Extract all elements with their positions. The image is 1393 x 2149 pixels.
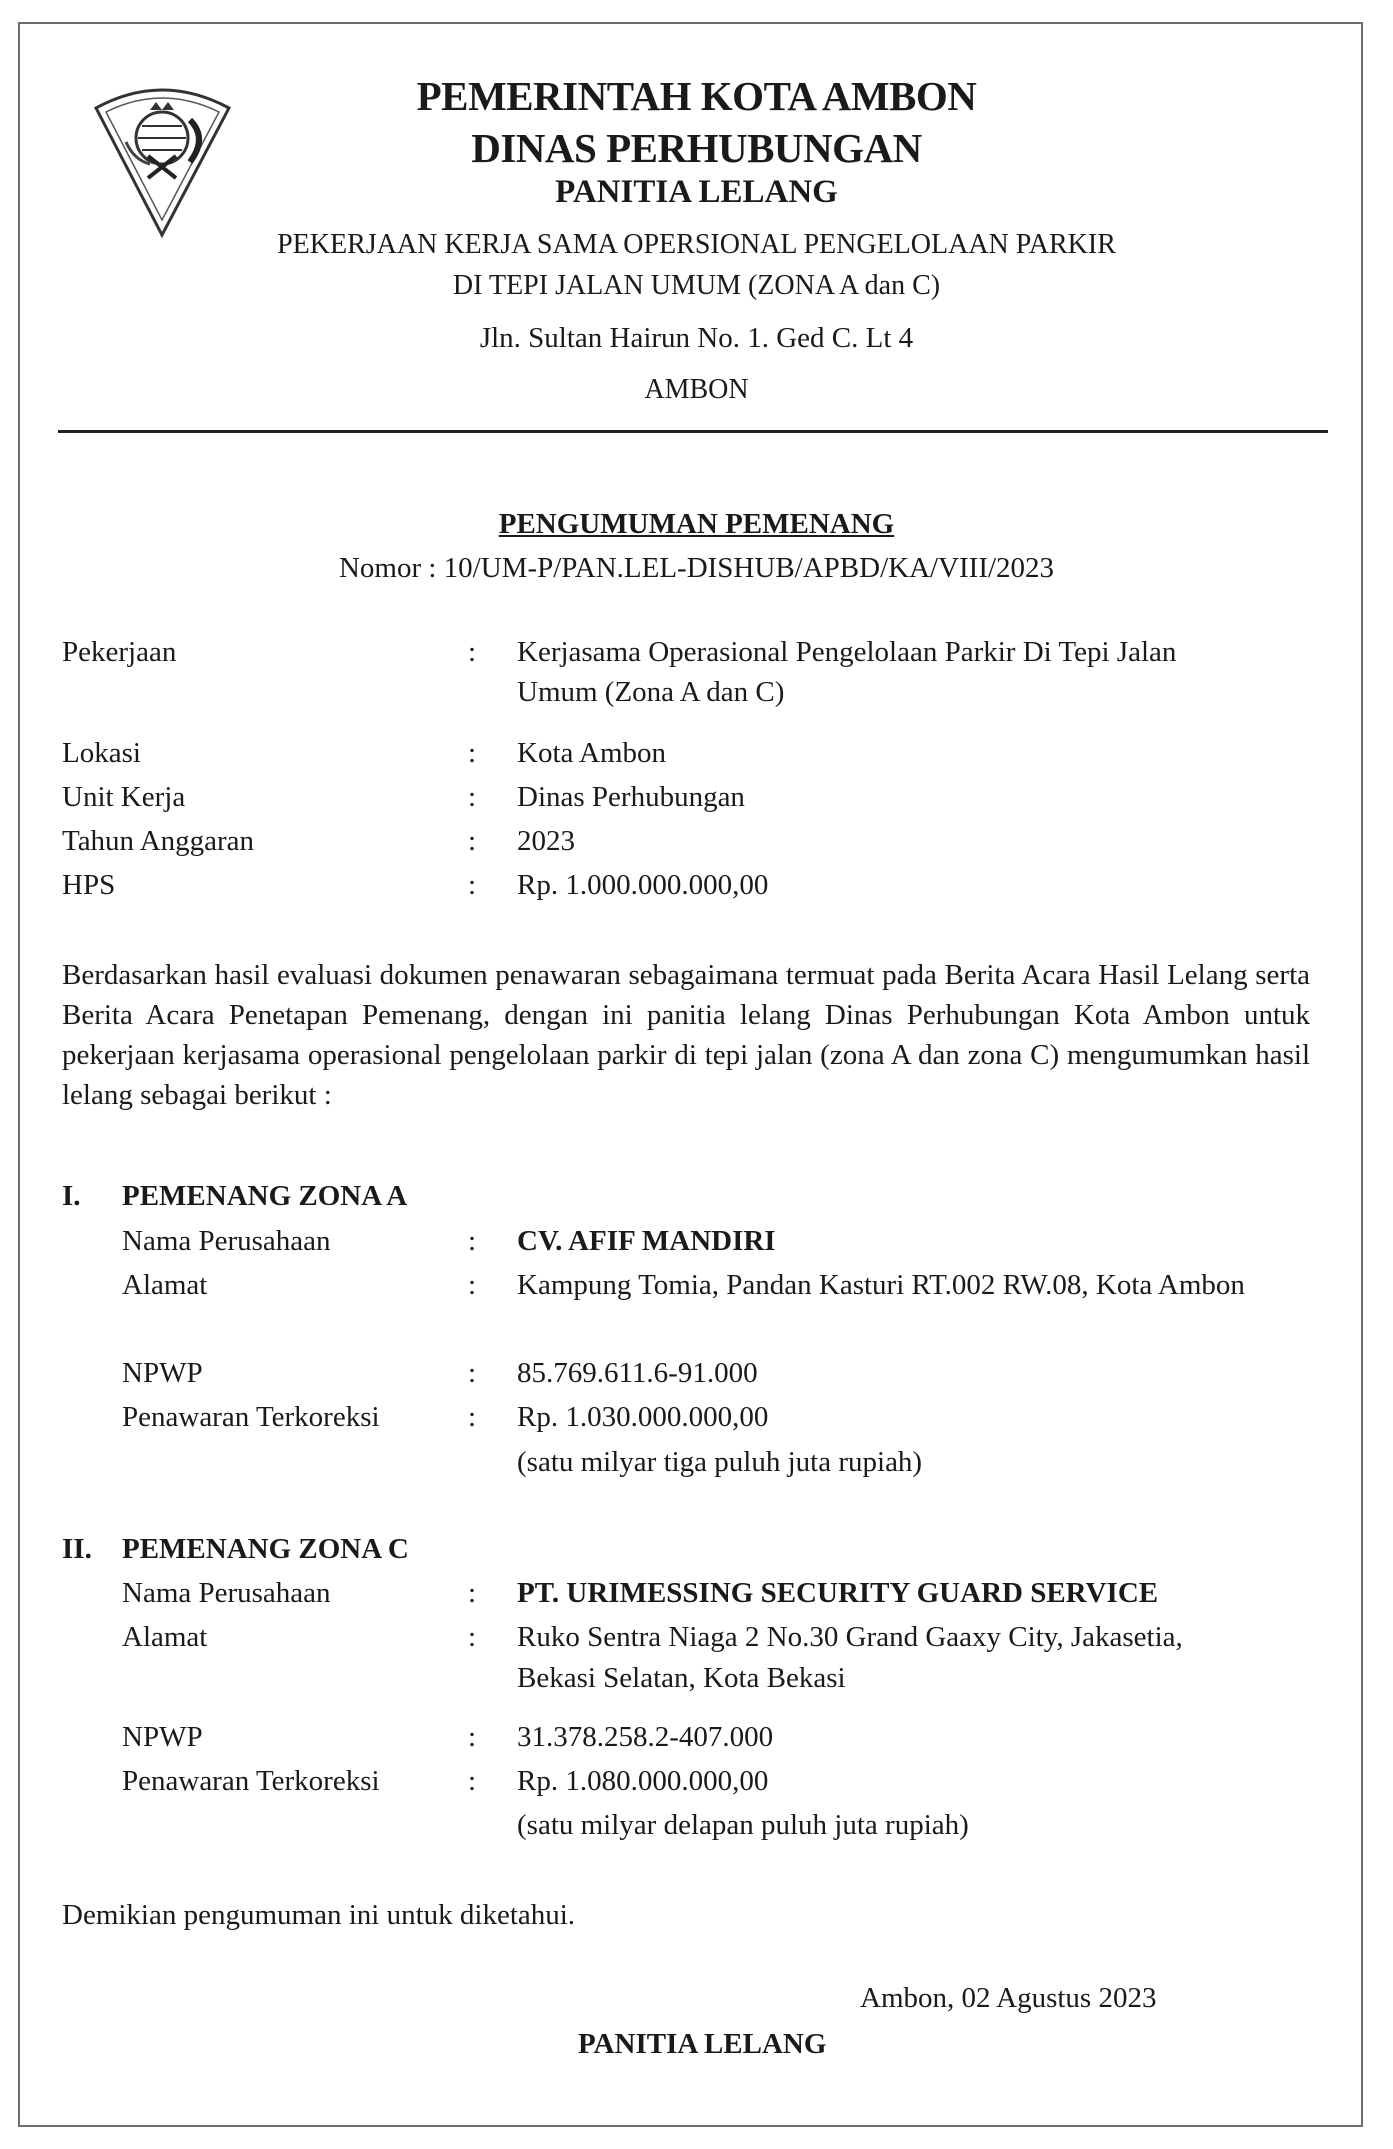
header-committee: PANITIA LELANG [555,174,838,210]
detail-colon: : [468,781,477,813]
detail-colon: : [468,1765,477,1797]
detail-label-pekerjaan: Pekerjaan [62,636,177,668]
winner-c-npwp: 31.378.258.2-407.000 [517,1721,774,1753]
winner-a-heading: PEMENANG ZONA A [122,1180,408,1212]
winner-a-npwp-label: NPWP [122,1357,203,1389]
detail-value-pekerjaan: Kerjasama Operasional Pengelolaan Parkir Di Tepi Jalan [517,636,1177,668]
winner-c-numeral: II. [62,1533,92,1565]
place-date: Ambon, 02 Agustus 2023 [860,1982,1157,2014]
detail-colon: : [468,737,477,769]
detail-colon: : [468,1621,477,1653]
detail-colon: : [468,1577,477,1609]
header-divider [58,430,1328,433]
announcement-title: PENGUMUMAN PEMENANG [498,508,895,540]
winner-a-offer: Rp. 1.030.000.000,00 [517,1401,769,1433]
winner-c-offer: Rp. 1.080.000.000,00 [517,1765,769,1797]
winner-c-address-cont: Bekasi Selatan, Kota Bekasi [517,1662,846,1694]
winner-c-company-label: Nama Perusahaan [122,1577,331,1609]
winner-c-company: PT. URIMESSING SECURITY GUARD SERVICE [517,1577,1159,1609]
detail-value-lokasi: Kota Ambon [517,737,667,769]
winner-a-company: CV. AFIF MANDIRI [517,1225,776,1257]
detail-colon: : [468,1401,477,1433]
header-department: DINAS PERHUBUNGAN [471,125,922,171]
announcement-number: Nomor : 10/UM-P/PAN.LEL-DISHUB/APBD/KA/VIII/2023 [338,552,1055,584]
detail-label-lokasi: Lokasi [62,737,141,769]
intro-paragraph: Berdasarkan hasil evaluasi dokumen penawaran sebagaimana termuat pada Berita Acara Hasil Lelang serta Berita Acara Penetapan Pemenang, dengan ini panitia lelang Dinas Perhubungan Kota Ambon untuk pekerjaan kerjasama operasional pengelolaan parkir di tepi jalan (zona A dan zona C) mengumumkan hasil lelang sebagai berikut : [62,959,1310,1111]
detail-colon: : [468,636,477,668]
header-project-zone: DI TEPI JALAN UMUM (ZONA A dan C) [452,270,941,301]
winner-a-address-label: Alamat [122,1269,208,1301]
detail-colon: : [468,1269,477,1301]
winner-c-offer-words: (satu milyar delapan puluh juta rupiah) [517,1809,969,1841]
detail-value-pekerjaan-cont: Umum (Zona A dan C) [517,676,785,708]
winner-a-offer-words: (satu milyar tiga puluh juta rupiah) [517,1446,923,1478]
winner-a-company-label: Nama Perusahaan [122,1225,331,1257]
detail-colon: : [468,1225,477,1257]
winner-a-address: Kampung Tomia, Pandan Kasturi RT.002 RW.08, Kota Ambon [517,1269,1245,1301]
detail-colon: : [468,825,477,857]
winner-c-heading: PEMENANG ZONA C [122,1533,409,1565]
detail-colon: : [468,1721,477,1753]
detail-value-hps: Rp. 1.000.000.000,00 [517,869,769,901]
winner-a-offer-label: Penawaran Terkoreksi [122,1401,380,1433]
detail-label-unit-kerja: Unit Kerja [62,781,186,813]
header-address: Jln. Sultan Hairun No. 1. Ged C. Lt 4 [479,322,914,354]
winner-a-npwp: 85.769.611.6-91.000 [517,1357,758,1389]
header-project: PEKERJAAN KERJA SAMA OPERSIONAL PENGELOLAAN PARKIR [277,229,1116,260]
winner-a-numeral: I. [62,1180,81,1212]
header-city: AMBON [644,374,749,405]
winner-c-npwp-label: NPWP [122,1721,203,1753]
winner-c-address-label: Alamat [122,1621,208,1653]
winner-c-address: Ruko Sentra Niaga 2 No.30 Grand Gaaxy City, Jakasetia, [517,1621,1183,1653]
detail-value-unit-kerja: Dinas Perhubungan [517,781,745,813]
detail-value-tahun: 2023 [517,825,575,857]
signatory: PANITIA LELANG [578,2028,827,2060]
closing-sentence: Demikian pengumuman ini untuk diketahui. [62,1899,576,1931]
detail-label-tahun: Tahun Anggaran [62,825,255,857]
detail-colon: : [468,1357,477,1389]
detail-label-hps: HPS [62,869,116,901]
winner-c-offer-label: Penawaran Terkoreksi [122,1765,380,1797]
detail-colon: : [468,869,477,901]
header-government: PEMERINTAH KOTA AMBON [416,73,977,119]
